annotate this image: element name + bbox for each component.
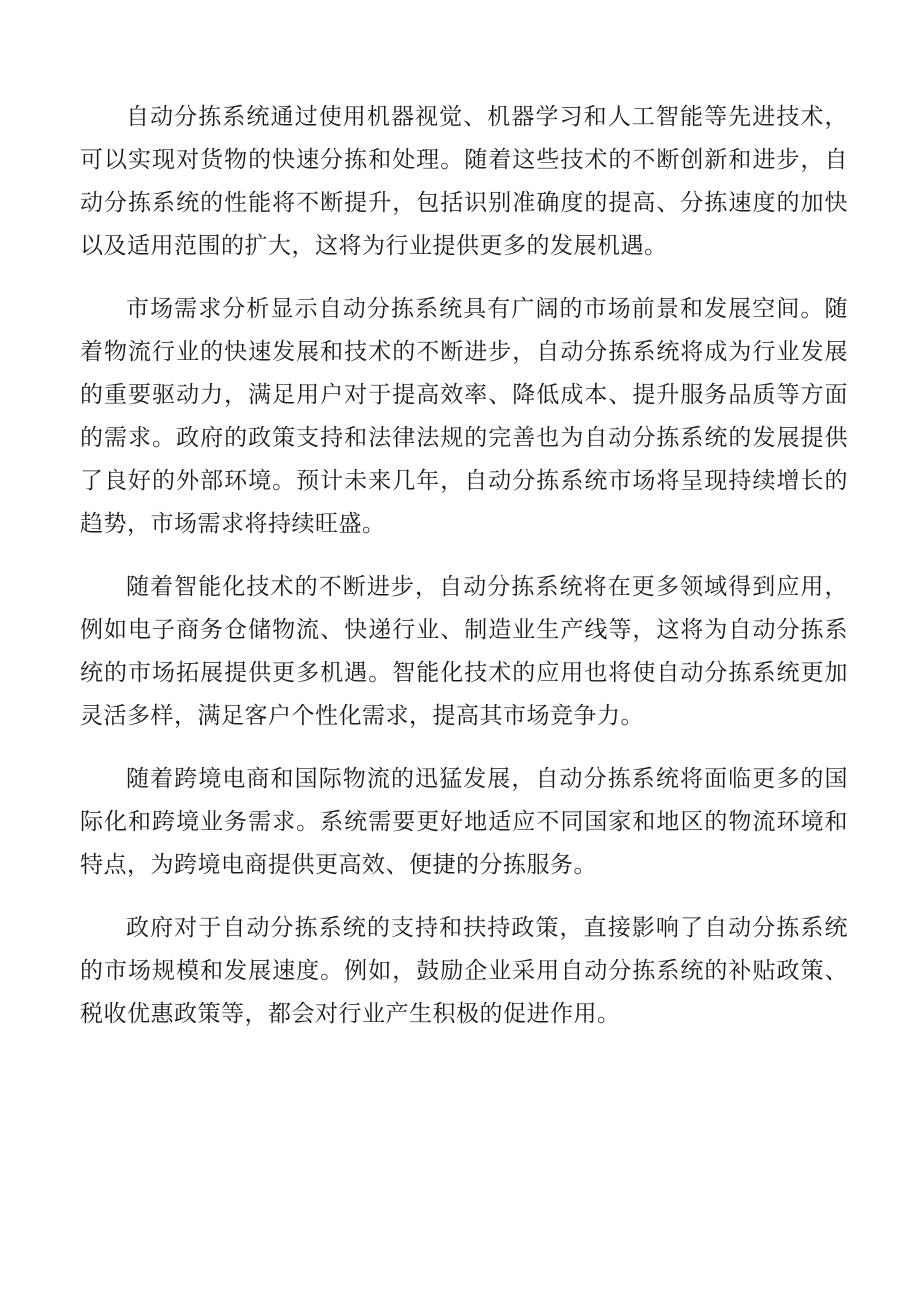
paragraph-sorting-technology: 自动分拣系统通过使用机器视觉、机器学习和人工智能等先进技术，可以实现对货物的快速分拣和处理。随着这些技术的不断创新和进步，自动分拣系统的性能将不断提升，包括识别准确度的提高、分拣速度的加快以及适用范围的扩大，这将为行业提供更多的发展机遇。	[80, 104, 848, 259]
paragraph-cross-border: 随着跨境电商和国际物流的迅猛发展，自动分拣系统将面临更多的国际化和跨境业务需求。系统需要更好地适应不同国家和地区的物流环境和特点，为跨境电商提供更高效、便捷的分拣服务。	[80, 766, 848, 878]
paragraph-government-policy: 政府对于自动分拣系统的支持和扶持政策，直接影响了自动分拣系统的市场规模和发展速度。例如，鼓励企业采用自动分拣系统的补贴政策、税收优惠政策等，都会对行业产生积极的促进作用。	[80, 915, 848, 1027]
paragraph-intelligent-applications: 随着智能化技术的不断进步，自动分拣系统将在更多领域得到应用，例如电子商务仓储物流、快递行业、制造业生产线等，这将为自动分拣系统的市场拓展提供更多机遇。智能化技术的应用也将使自动分拣系统更加灵活多样，满足客户个性化需求，提高其市场竞争力。	[80, 574, 848, 729]
paragraph-market-demand: 市场需求分析显示自动分拣系统具有广阔的市场前景和发展空间。随着物流行业的快速发展和技术的不断进步，自动分拣系统将成为行业发展的重要驱动力，满足用户对于提高效率、降低成本、提升服务品质等方面的需求。政府的政策支持和法律法规的完善也为自动分拣系统的发展提供了良好的外部环境。预计未来几年，自动分拣系统市场将呈现持续增长的趋势，市场需求将持续旺盛。	[80, 296, 848, 537]
